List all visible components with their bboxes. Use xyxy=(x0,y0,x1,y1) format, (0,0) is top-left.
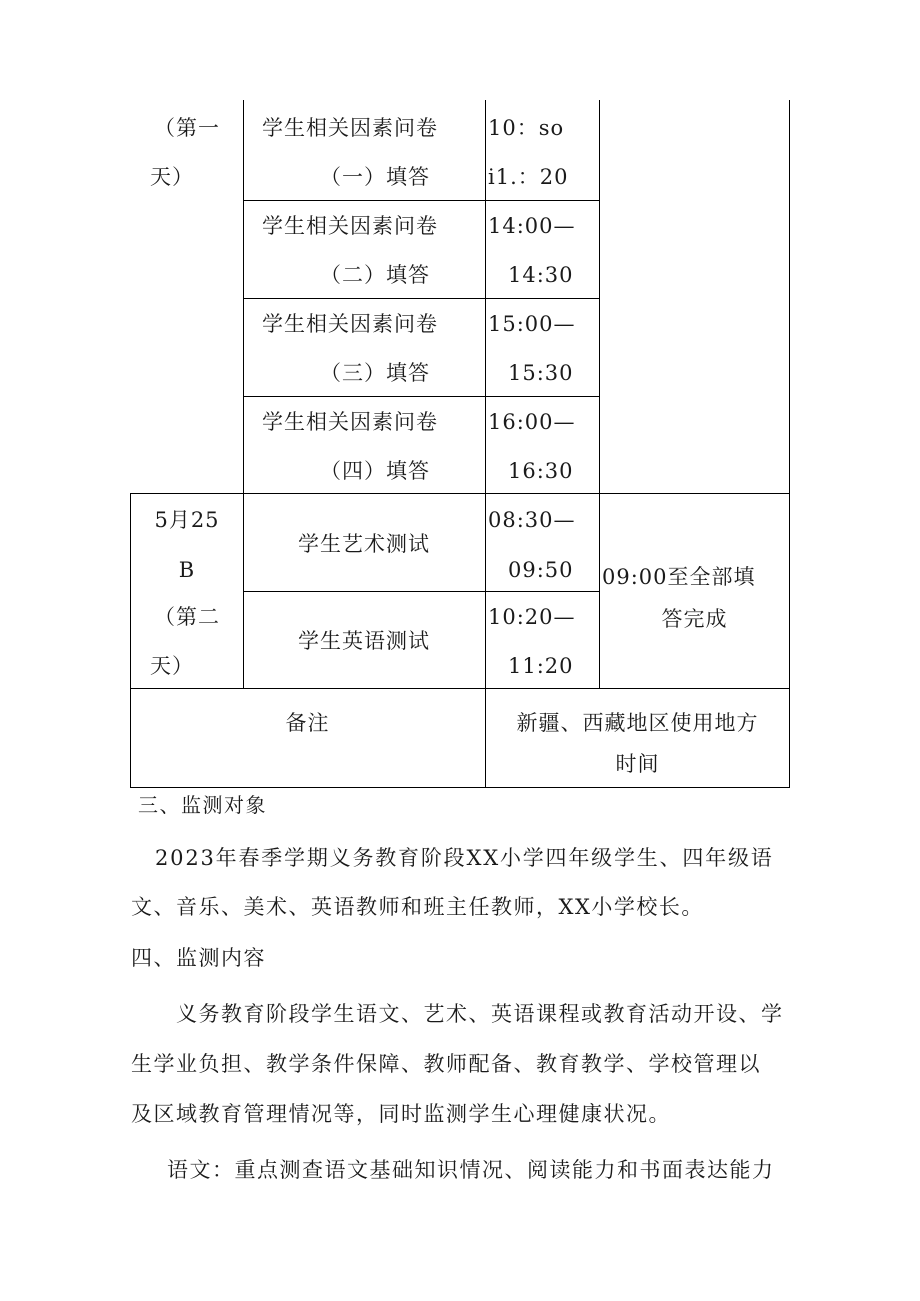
section4-para2-line1: 语文：重点测查语文基础知识情况、阅读能力和书面表达能力 xyxy=(167,1158,775,1182)
day2-note-line2: 答完成 xyxy=(661,607,728,631)
item-row1-line2: （一）填答 xyxy=(320,165,430,189)
row-divider-1 xyxy=(243,200,600,201)
item-row4-line2: （四）填答 xyxy=(320,459,430,483)
time-row2-line2: 14:30 xyxy=(508,263,574,287)
row-divider-5 xyxy=(243,591,600,592)
remark-label: 备注 xyxy=(285,711,330,735)
table-border-bottom xyxy=(130,787,790,788)
table-border-left xyxy=(130,493,131,788)
day2-label-line1: 5月25 xyxy=(154,508,220,532)
day2-label-line2: B xyxy=(178,558,196,582)
time-english-line2: 11:20 xyxy=(508,654,574,678)
item-english-test: 学生英语测试 xyxy=(298,629,430,653)
day2-label-line3: （第二 xyxy=(154,605,220,629)
time-row2-line1: 14:00— xyxy=(488,214,576,238)
table-col-divider-1 xyxy=(243,100,244,689)
day2-note-line1: 09:00至全部填 xyxy=(602,565,756,589)
remark-line1: 新疆、西藏地区使用地方 xyxy=(516,711,759,735)
time-row4-line2: 16:30 xyxy=(508,459,574,483)
section3-body-line2: 文、音乐、美术、英语教师和班主任教师，XX小学校长。 xyxy=(131,895,704,919)
row-divider-2 xyxy=(243,298,600,299)
remark-line2: 时间 xyxy=(615,752,660,776)
item-row1-line1: 学生相关因素问卷 xyxy=(262,116,438,140)
section3-body-line1: 2023年春季学期义务教育阶段XX小学四年级学生、四年级语 xyxy=(155,846,774,870)
time-art-line2: 09:50 xyxy=(508,558,574,582)
section4-para1-line1: 义务教育阶段学生语文、艺术、英语课程或教育活动开设、学 xyxy=(176,1002,784,1026)
day1-label-line2: 天） xyxy=(150,165,194,189)
item-row3-line2: （三）填答 xyxy=(320,361,430,385)
table-col-divider-2 xyxy=(485,100,486,788)
day2-label-line4: 天） xyxy=(150,654,194,678)
section4-heading: 四、监测内容 xyxy=(131,946,266,970)
row-divider-3 xyxy=(243,396,600,397)
day1-label-line1: （第一 xyxy=(154,116,220,140)
item-row2-line2: （二）填答 xyxy=(320,263,430,287)
item-row2-line1: 学生相关因素问卷 xyxy=(262,214,438,238)
item-row4-line1: 学生相关因素问卷 xyxy=(262,410,438,434)
row-divider-4 xyxy=(130,493,790,494)
time-row3-line1: 15:00— xyxy=(488,312,576,336)
time-row4-line1: 16:00— xyxy=(488,410,576,434)
item-row3-line1: 学生相关因素问卷 xyxy=(262,312,438,336)
time-row1-line2: i1.：20 xyxy=(488,165,569,189)
time-art-line1: 08:30— xyxy=(488,508,576,532)
section3-heading: 三、监测对象 xyxy=(138,793,267,817)
table-col-divider-3 xyxy=(599,100,600,689)
time-english-line1: 10:20— xyxy=(488,605,576,629)
table-border-right xyxy=(789,100,790,788)
row-divider-6 xyxy=(130,688,790,689)
time-row1-line1: 10：so xyxy=(488,116,565,140)
time-row3-line2: 15:30 xyxy=(508,361,574,385)
section4-para1-line3: 及区域教育管理情况等，同时监测学生心理健康状况。 xyxy=(131,1102,671,1126)
item-art-test: 学生艺术测试 xyxy=(298,532,430,556)
section4-para1-line2: 生学业负担、教学条件保障、教师配备、教育教学、学校管理以 xyxy=(131,1052,761,1076)
